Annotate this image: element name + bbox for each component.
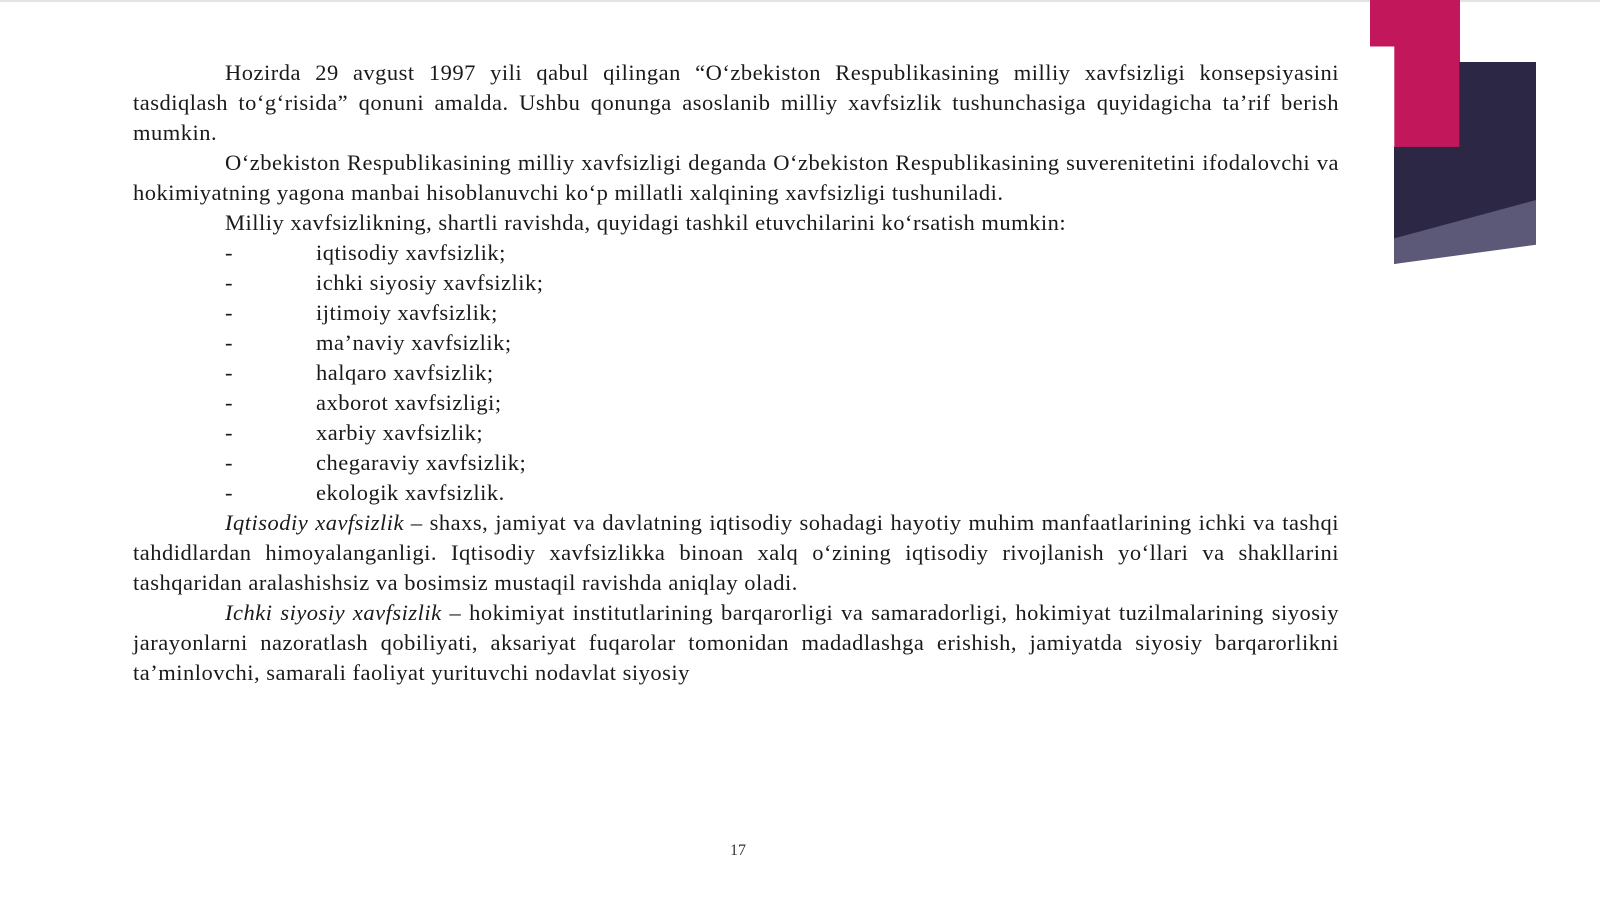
list-item-text: halqaro xavfsizlik; xyxy=(316,360,494,385)
page-number: 17 xyxy=(730,842,746,859)
list-item xyxy=(133,418,1339,448)
list-item xyxy=(133,448,1339,478)
list-item-text: axborot xavfsizligi; xyxy=(316,390,502,415)
list-marker: - xyxy=(225,360,233,385)
list-item-text: ichki siyosiy xavfsizlik; xyxy=(316,270,544,295)
list-item xyxy=(133,358,1339,388)
paragraph-components-intro: Milliy xavfsizlikning, shartli ravishda, quyidagi tashkil etuvchilarini ko‘rsatish mumkin: xyxy=(225,210,1067,235)
document-page xyxy=(133,58,1339,688)
top-border xyxy=(0,0,1600,2)
paragraph-national-security-definition: O‘zbekiston Respublikasining milliy xavfsizligi deganda O‘zbekiston Respublikasining suverenitetini ifodalovchi va hokimiyatning yagona manbai hisoblanuvchi ko‘p millatli xalqining xavfsizligi tushuniladi. xyxy=(133,150,1339,205)
list-marker: - xyxy=(225,270,233,295)
list-item-text: chegaraviy xavfsizlik; xyxy=(316,450,527,475)
term-economic-security: Iqtisodiy xavfsizlik xyxy=(225,510,404,535)
list-item xyxy=(133,328,1339,358)
list-item-text: iqtisodiy xavfsizlik; xyxy=(316,240,506,265)
list-marker: - xyxy=(225,330,233,355)
list-item-text: xarbiy xavfsizlik; xyxy=(316,420,484,445)
list-item xyxy=(133,298,1339,328)
list-item xyxy=(133,238,1339,268)
paragraph-economic-security xyxy=(133,508,1339,598)
list-item-text: ijtimoiy xavfsizlik; xyxy=(316,300,498,325)
list-item xyxy=(133,388,1339,418)
list-marker: - xyxy=(225,450,233,475)
list-item-text: ma’naviy xavfsizlik; xyxy=(316,330,512,355)
paragraph-law-intro: Hozirda 29 avgust 1997 yili qabul qilingan “O‘zbekiston Respublikasining milliy xavfsizligi konsepsiyasini tasdiqlash to‘g‘risida” qonuni amalda. Ushbu qonunga asoslanib milliy xavfsizlik tushunchasiga quyidagicha ta’rif berish mumkin. xyxy=(133,60,1339,145)
list-item xyxy=(133,268,1339,298)
list-marker: - xyxy=(225,480,233,505)
term-internal-political-security: Ichki siyosiy xavfsizlik xyxy=(225,600,442,625)
list-item xyxy=(133,478,1339,508)
list-marker: - xyxy=(225,390,233,415)
security-components-list xyxy=(133,238,1339,508)
list-marker: - xyxy=(225,420,233,445)
definition-economic-security: – shaxs, jamiyat va davlatning iqtisodiy sohadagi hayotiy muhim manfaatlarining ichki va tashqi tahdidlardan himoyalanganligi. Iqtisodiy xavfsizlikka binoan xalq o‘zining iqtisodiy rivojlanish yo‘llari va shakllarini tashqaridan aralashishsiz va bosimsiz mustaqil ravishda aniqlay oladi. xyxy=(133,510,1339,595)
list-item-text: ekologik xavfsizlik. xyxy=(316,480,505,505)
list-marker: - xyxy=(225,240,233,265)
paragraph-internal-political-security xyxy=(133,598,1339,688)
list-marker: - xyxy=(225,300,233,325)
decorative-magenta-shape xyxy=(1370,0,1460,150)
definition-internal-political-security: – hokimiyat institutlarining barqarorligi va samaradorligi, hokimiyat tuzilmalarining siyosiy jarayonlarni nazoratlash qobiliyati, aksariyat fuqarolar tomonidan madadlashga erishish, jamiyatda siyosiy barqarorlikni ta’minlovchi, samarali faoliyat yurituvchi nodavlat siyosiy xyxy=(133,600,1339,685)
